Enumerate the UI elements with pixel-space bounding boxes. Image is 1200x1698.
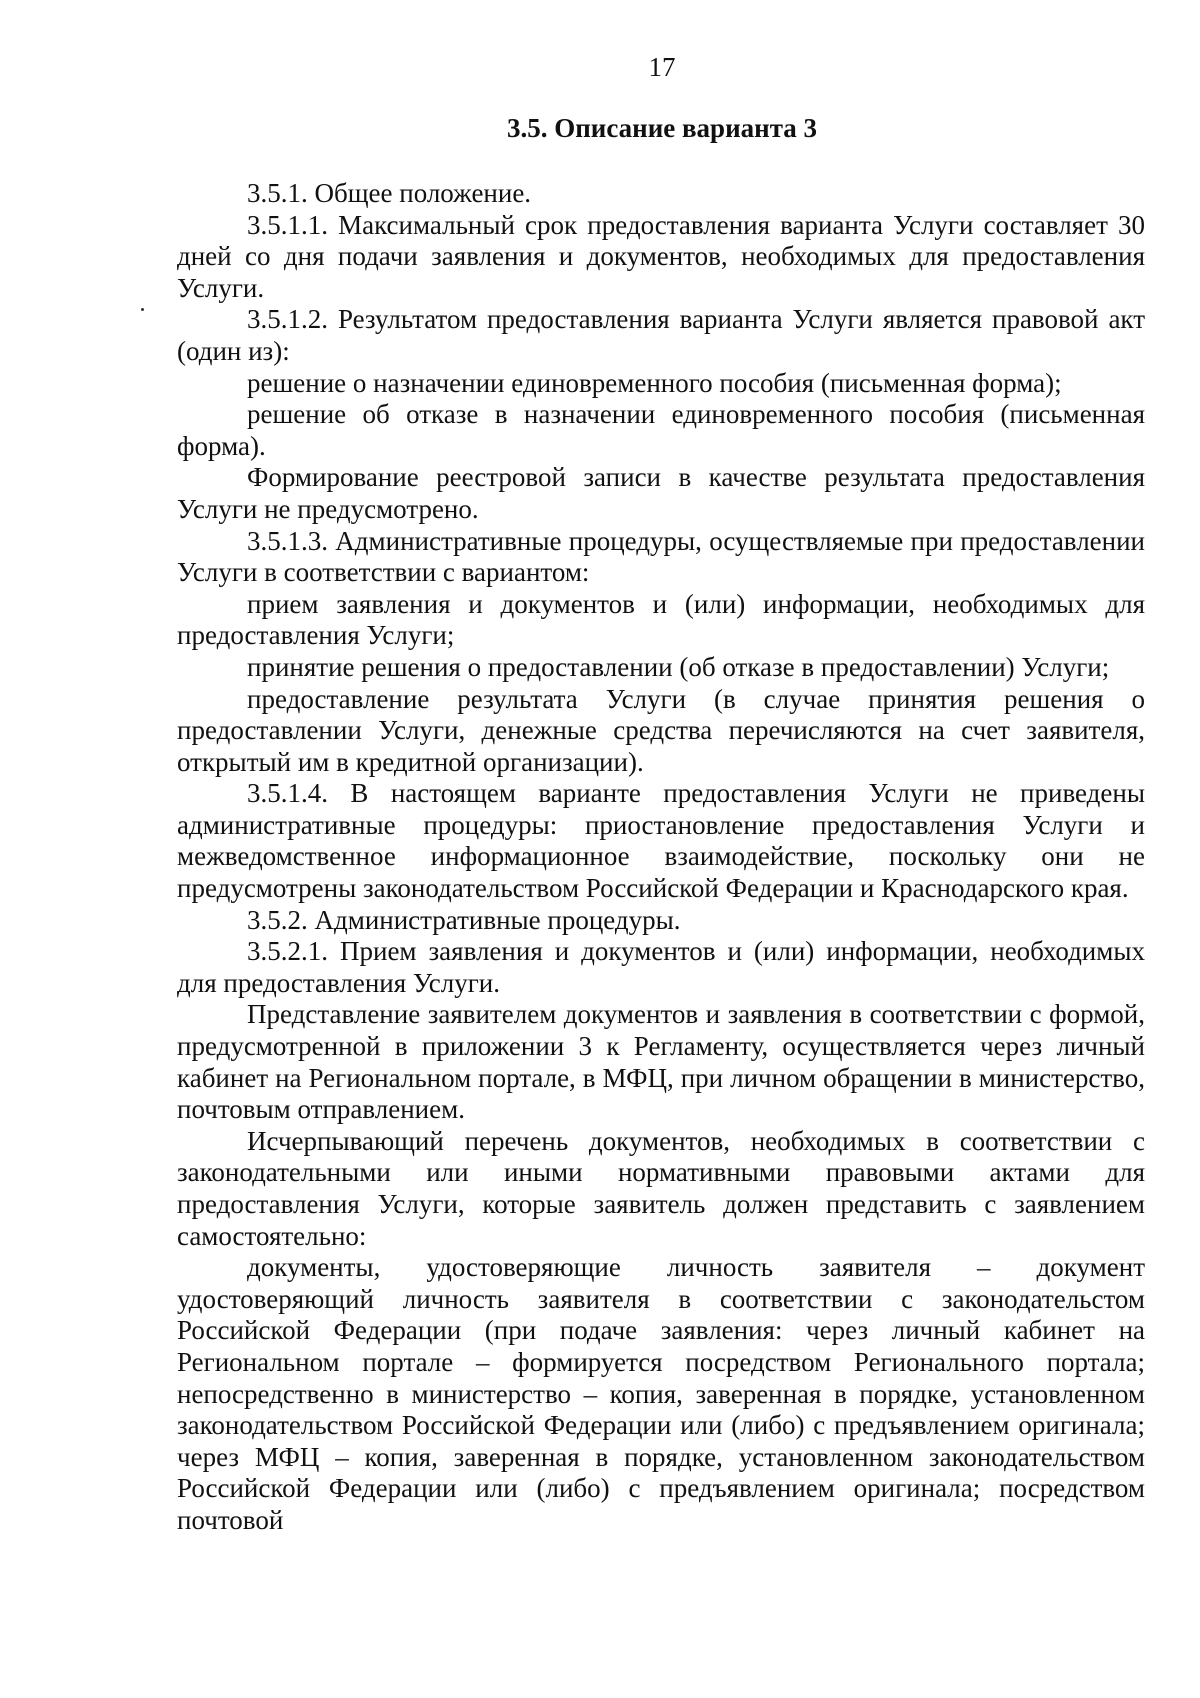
paragraph: Формирование реестровой записи в качестве результата предоставления Услуги не предусмотрено.: [177, 462, 1145, 524]
paragraph: предоставление результата Услуги (в случае принятия решения о предоставлении Услуги, денежные средства перечисляются на счет заявителя, открытый им в кредитной организации).: [177, 683, 1145, 777]
paragraph: 3.5.1.1. Максимальный срок предоставления варианта Услуги составляет 30 дней со дня подачи заявления и документов, необходимых для предоставления Услуги.: [177, 209, 1145, 303]
paragraph: 3.5.2.1. Прием заявления и документов и (или) информации, необходимых для предоставления Услуги.: [177, 936, 1145, 998]
paragraph: Представление заявителем документов и заявления в соответствии с формой, предусмотренной в приложении 3 к Регламенту, осуществляется через личный кабинет на Региональном портале, в МФЦ, при личном обращении в министерство, почтовым отправлением.: [177, 999, 1145, 1125]
page-number: 17: [648, 52, 676, 82]
paragraph: решение о назначении единовременного пособия (письменная форма);: [247, 367, 1062, 398]
paragraph: прием заявления и документов и (или) информации, необходимых для предоставления Услуги;: [177, 588, 1145, 651]
paragraph: 3.5.1.4. В настоящем варианте предоставления Услуги не приведены административные процедуры: приостановление предоставления Услуги и межведомственное информационное взаимодействие, поскольку они не предусмотрены законодательством Российской Федерации и Краснодарского края.: [177, 778, 1145, 904]
paragraph: решение об отказе в назначении единовременного пособия (письменная форма).: [177, 399, 1145, 461]
paragraph: Исчерпывающий перечень документов, необходимых в соответствии с законодательными или иными нормативными правовыми актами для предоставления Услуги, которые заявитель должен представить с заявлением самостоятельно:: [177, 1125, 1145, 1251]
paragraph: 3.5.1.2. Результатом предоставления варианта Услуги является правовой акт (один из):: [177, 304, 1145, 366]
scan-speck: [141, 308, 144, 311]
paragraph: принятие решения о предоставлении (об отказе в предоставлении) Услуги;: [247, 651, 1110, 682]
paragraph: 3.5.1. Общее положение.: [247, 178, 532, 208]
paragraph: 3.5.2. Административные процедуры.: [247, 904, 681, 935]
document-body: [177, 178, 1145, 1537]
paragraph: 3.5.1.3. Административные процедуры, осуществляемые при предоставлении Услуги в соответствии с вариантом:: [177, 525, 1145, 588]
paragraph: документы, удостоверяющие личность заявителя – документ удостоверяющий личность заявителя в соответствии с законодательстом Российской Федерации (при подаче заявления: через личный кабинет на Региональном портале – формируется посредством Регионального портала; непосредственно в министерство – копия, заверенная в порядке, установленном законодательством Российской Федерации или (либо) с предъявлением оригинала; через МФЦ – копия, заверенная в порядке, установленном законодательством Российской Федерации или (либо) с предъявлением оригинала; посредством почтовой: [177, 1252, 1145, 1535]
section-heading: 3.5. Описание варианта 3: [506, 113, 818, 143]
